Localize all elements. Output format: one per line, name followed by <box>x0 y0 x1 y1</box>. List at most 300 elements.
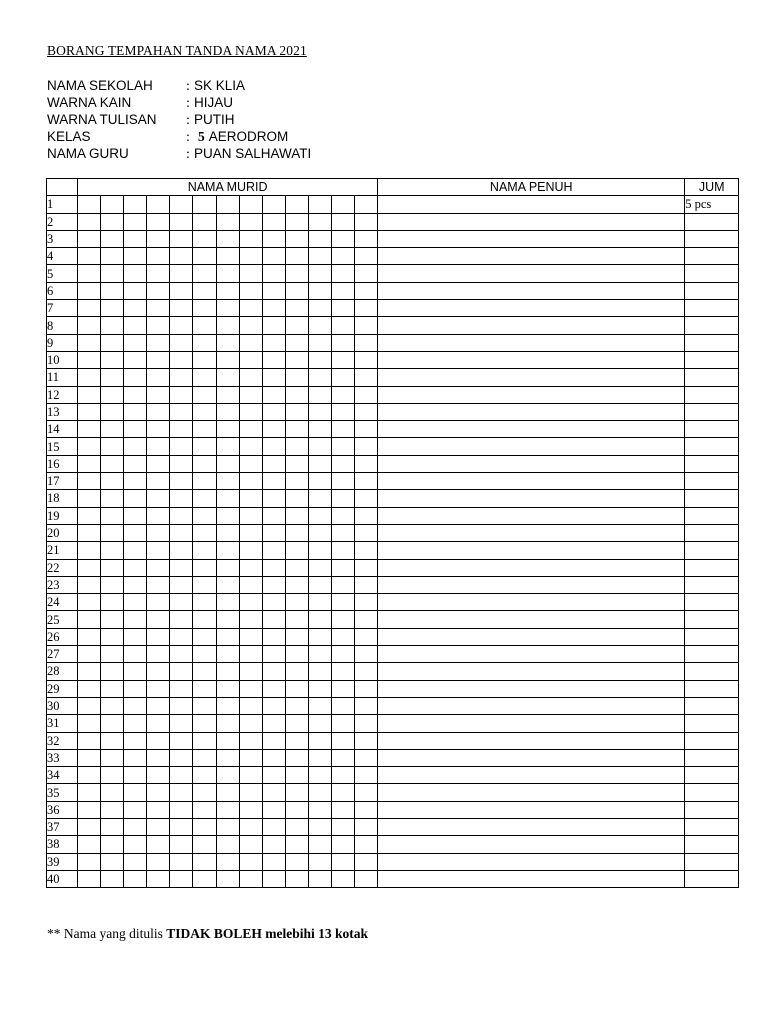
letter-box[interactable] <box>78 697 101 714</box>
letter-box[interactable] <box>355 576 378 593</box>
letter-box[interactable] <box>78 265 101 282</box>
letter-box[interactable] <box>170 715 193 732</box>
letter-box[interactable] <box>262 594 285 611</box>
letter-box[interactable] <box>124 421 147 438</box>
letter-box[interactable] <box>285 230 308 247</box>
letter-box[interactable] <box>147 282 170 299</box>
letter-box[interactable] <box>332 507 355 524</box>
letter-box[interactable] <box>332 386 355 403</box>
letter-box[interactable] <box>101 542 124 559</box>
letter-box[interactable] <box>170 438 193 455</box>
letter-box[interactable] <box>147 680 170 697</box>
letter-box[interactable] <box>78 559 101 576</box>
letter-box[interactable] <box>285 715 308 732</box>
letter-box[interactable] <box>285 300 308 317</box>
full-name-cell[interactable] <box>378 351 685 368</box>
letter-box[interactable] <box>101 784 124 801</box>
letter-box[interactable] <box>308 680 331 697</box>
letter-box[interactable] <box>124 784 147 801</box>
letter-box[interactable] <box>101 403 124 420</box>
full-name-cell[interactable] <box>378 732 685 749</box>
letter-box[interactable] <box>332 282 355 299</box>
letter-box[interactable] <box>262 697 285 714</box>
letter-box[interactable] <box>78 196 101 213</box>
letter-box[interactable] <box>239 697 262 714</box>
letter-box[interactable] <box>355 594 378 611</box>
letter-box[interactable] <box>355 473 378 490</box>
letter-box[interactable] <box>170 507 193 524</box>
letter-box[interactable] <box>78 507 101 524</box>
letter-box[interactable] <box>285 594 308 611</box>
letter-box[interactable] <box>193 317 216 334</box>
letter-box[interactable] <box>308 455 331 472</box>
letter-box[interactable] <box>285 507 308 524</box>
quantity-cell[interactable] <box>685 403 739 420</box>
letter-box[interactable] <box>262 386 285 403</box>
letter-box[interactable] <box>262 767 285 784</box>
letter-box[interactable] <box>78 853 101 870</box>
letter-box[interactable] <box>308 715 331 732</box>
letter-box[interactable] <box>216 369 239 386</box>
letter-box[interactable] <box>216 351 239 368</box>
letter-box[interactable] <box>124 334 147 351</box>
letter-box[interactable] <box>355 628 378 645</box>
quantity-cell[interactable] <box>685 801 739 818</box>
letter-box[interactable] <box>124 265 147 282</box>
full-name-cell[interactable] <box>378 576 685 593</box>
letter-box[interactable] <box>193 749 216 766</box>
letter-box[interactable] <box>78 369 101 386</box>
letter-box[interactable] <box>239 196 262 213</box>
letter-box[interactable] <box>239 680 262 697</box>
letter-box[interactable] <box>124 663 147 680</box>
letter-box[interactable] <box>262 334 285 351</box>
letter-box[interactable] <box>308 663 331 680</box>
full-name-cell[interactable] <box>378 438 685 455</box>
quantity-cell[interactable] <box>685 300 739 317</box>
letter-box[interactable] <box>332 715 355 732</box>
letter-box[interactable] <box>216 697 239 714</box>
letter-box[interactable] <box>124 853 147 870</box>
letter-box[interactable] <box>239 334 262 351</box>
letter-box[interactable] <box>262 680 285 697</box>
letter-box[interactable] <box>355 663 378 680</box>
letter-box[interactable] <box>101 853 124 870</box>
letter-box[interactable] <box>78 386 101 403</box>
letter-box[interactable] <box>216 594 239 611</box>
letter-box[interactable] <box>124 403 147 420</box>
full-name-cell[interactable] <box>378 697 685 714</box>
letter-box[interactable] <box>101 870 124 887</box>
letter-box[interactable] <box>308 265 331 282</box>
letter-box[interactable] <box>101 282 124 299</box>
letter-box[interactable] <box>78 715 101 732</box>
letter-box[interactable] <box>355 715 378 732</box>
letter-box[interactable] <box>308 611 331 628</box>
letter-box[interactable] <box>308 524 331 541</box>
letter-box[interactable] <box>101 351 124 368</box>
letter-box[interactable] <box>285 576 308 593</box>
letter-box[interactable] <box>147 715 170 732</box>
full-name-cell[interactable] <box>378 646 685 663</box>
letter-box[interactable] <box>124 559 147 576</box>
letter-box[interactable] <box>239 248 262 265</box>
letter-box[interactable] <box>124 490 147 507</box>
letter-box[interactable] <box>124 386 147 403</box>
letter-box[interactable] <box>239 767 262 784</box>
letter-box[interactable] <box>239 300 262 317</box>
letter-box[interactable] <box>193 715 216 732</box>
letter-box[interactable] <box>285 663 308 680</box>
letter-box[interactable] <box>262 230 285 247</box>
letter-box[interactable] <box>78 351 101 368</box>
letter-box[interactable] <box>262 715 285 732</box>
letter-box[interactable] <box>285 749 308 766</box>
letter-box[interactable] <box>78 749 101 766</box>
letter-box[interactable] <box>332 438 355 455</box>
letter-box[interactable] <box>262 836 285 853</box>
letter-box[interactable] <box>170 749 193 766</box>
quantity-cell[interactable] <box>685 732 739 749</box>
letter-box[interactable] <box>101 334 124 351</box>
letter-box[interactable] <box>216 438 239 455</box>
letter-box[interactable] <box>124 300 147 317</box>
letter-box[interactable] <box>216 403 239 420</box>
letter-box[interactable] <box>308 646 331 663</box>
letter-box[interactable] <box>170 853 193 870</box>
letter-box[interactable] <box>262 300 285 317</box>
letter-box[interactable] <box>216 576 239 593</box>
letter-box[interactable] <box>332 248 355 265</box>
letter-box[interactable] <box>262 403 285 420</box>
letter-box[interactable] <box>193 836 216 853</box>
letter-box[interactable] <box>147 369 170 386</box>
quantity-cell[interactable] <box>685 351 739 368</box>
letter-box[interactable] <box>101 801 124 818</box>
letter-box[interactable] <box>170 490 193 507</box>
letter-box[interactable] <box>170 351 193 368</box>
letter-box[interactable] <box>308 421 331 438</box>
letter-box[interactable] <box>285 853 308 870</box>
letter-box[interactable] <box>239 282 262 299</box>
letter-box[interactable] <box>170 334 193 351</box>
letter-box[interactable] <box>124 732 147 749</box>
letter-box[interactable] <box>101 697 124 714</box>
letter-box[interactable] <box>101 594 124 611</box>
letter-box[interactable] <box>193 801 216 818</box>
letter-box[interactable] <box>285 282 308 299</box>
letter-box[interactable] <box>101 213 124 230</box>
letter-box[interactable] <box>355 265 378 282</box>
letter-box[interactable] <box>78 334 101 351</box>
letter-box[interactable] <box>147 265 170 282</box>
letter-box[interactable] <box>147 732 170 749</box>
letter-box[interactable] <box>193 611 216 628</box>
letter-box[interactable] <box>355 801 378 818</box>
letter-box[interactable] <box>193 403 216 420</box>
letter-box[interactable] <box>101 300 124 317</box>
letter-box[interactable] <box>262 421 285 438</box>
letter-box[interactable] <box>216 784 239 801</box>
letter-box[interactable] <box>78 317 101 334</box>
letter-box[interactable] <box>216 611 239 628</box>
letter-box[interactable] <box>308 836 331 853</box>
letter-box[interactable] <box>308 542 331 559</box>
letter-box[interactable] <box>332 369 355 386</box>
letter-box[interactable] <box>332 680 355 697</box>
letter-box[interactable] <box>262 784 285 801</box>
letter-box[interactable] <box>262 559 285 576</box>
quantity-cell[interactable] <box>685 870 739 887</box>
full-name-cell[interactable] <box>378 767 685 784</box>
letter-box[interactable] <box>332 818 355 835</box>
letter-box[interactable] <box>332 230 355 247</box>
letter-box[interactable] <box>147 784 170 801</box>
letter-box[interactable] <box>124 317 147 334</box>
letter-box[interactable] <box>193 196 216 213</box>
letter-box[interactable] <box>332 576 355 593</box>
letter-box[interactable] <box>193 680 216 697</box>
letter-box[interactable] <box>101 818 124 835</box>
quantity-cell[interactable] <box>685 230 739 247</box>
letter-box[interactable] <box>332 213 355 230</box>
letter-box[interactable] <box>216 473 239 490</box>
letter-box[interactable] <box>170 576 193 593</box>
letter-box[interactable] <box>147 542 170 559</box>
letter-box[interactable] <box>285 196 308 213</box>
letter-box[interactable] <box>262 576 285 593</box>
letter-box[interactable] <box>308 853 331 870</box>
letter-box[interactable] <box>193 265 216 282</box>
letter-box[interactable] <box>170 282 193 299</box>
letter-box[interactable] <box>124 801 147 818</box>
letter-box[interactable] <box>308 490 331 507</box>
letter-box[interactable] <box>332 473 355 490</box>
letter-box[interactable] <box>239 507 262 524</box>
letter-box[interactable] <box>262 646 285 663</box>
letter-box[interactable] <box>78 282 101 299</box>
letter-box[interactable] <box>147 559 170 576</box>
letter-box[interactable] <box>332 697 355 714</box>
letter-box[interactable] <box>170 611 193 628</box>
letter-box[interactable] <box>193 559 216 576</box>
letter-box[interactable] <box>124 369 147 386</box>
letter-box[interactable] <box>355 524 378 541</box>
letter-box[interactable] <box>308 438 331 455</box>
quantity-cell[interactable] <box>685 317 739 334</box>
letter-box[interactable] <box>170 455 193 472</box>
letter-box[interactable] <box>147 576 170 593</box>
letter-box[interactable] <box>332 196 355 213</box>
letter-box[interactable] <box>147 663 170 680</box>
full-name-cell[interactable] <box>378 784 685 801</box>
letter-box[interactable] <box>308 767 331 784</box>
quantity-cell[interactable] <box>685 576 739 593</box>
letter-box[interactable] <box>193 870 216 887</box>
letter-box[interactable] <box>332 594 355 611</box>
letter-box[interactable] <box>147 421 170 438</box>
letter-box[interactable] <box>124 697 147 714</box>
letter-box[interactable] <box>147 836 170 853</box>
letter-box[interactable] <box>355 646 378 663</box>
letter-box[interactable] <box>193 473 216 490</box>
letter-box[interactable] <box>239 715 262 732</box>
letter-box[interactable] <box>216 870 239 887</box>
letter-box[interactable] <box>262 455 285 472</box>
letter-box[interactable] <box>355 749 378 766</box>
letter-box[interactable] <box>78 801 101 818</box>
letter-box[interactable] <box>216 749 239 766</box>
letter-box[interactable] <box>216 628 239 645</box>
letter-box[interactable] <box>285 490 308 507</box>
letter-box[interactable] <box>170 594 193 611</box>
letter-box[interactable] <box>216 732 239 749</box>
letter-box[interactable] <box>239 542 262 559</box>
letter-box[interactable] <box>285 767 308 784</box>
letter-box[interactable] <box>239 524 262 541</box>
letter-box[interactable] <box>124 524 147 541</box>
letter-box[interactable] <box>170 663 193 680</box>
letter-box[interactable] <box>262 282 285 299</box>
letter-box[interactable] <box>193 628 216 645</box>
letter-box[interactable] <box>355 334 378 351</box>
letter-box[interactable] <box>239 611 262 628</box>
letter-box[interactable] <box>262 749 285 766</box>
quantity-cell[interactable] <box>685 334 739 351</box>
letter-box[interactable] <box>193 490 216 507</box>
letter-box[interactable] <box>308 386 331 403</box>
letter-box[interactable] <box>147 697 170 714</box>
letter-box[interactable] <box>285 611 308 628</box>
letter-box[interactable] <box>308 594 331 611</box>
letter-box[interactable] <box>332 490 355 507</box>
letter-box[interactable] <box>216 213 239 230</box>
quantity-cell[interactable] <box>685 473 739 490</box>
letter-box[interactable] <box>355 230 378 247</box>
letter-box[interactable] <box>101 386 124 403</box>
letter-box[interactable] <box>216 455 239 472</box>
full-name-cell[interactable] <box>378 594 685 611</box>
letter-box[interactable] <box>124 715 147 732</box>
letter-box[interactable] <box>193 732 216 749</box>
letter-box[interactable] <box>285 680 308 697</box>
full-name-cell[interactable] <box>378 282 685 299</box>
letter-box[interactable] <box>308 473 331 490</box>
letter-box[interactable] <box>170 473 193 490</box>
letter-box[interactable] <box>193 282 216 299</box>
letter-box[interactable] <box>216 230 239 247</box>
letter-box[interactable] <box>355 213 378 230</box>
letter-box[interactable] <box>216 801 239 818</box>
letter-box[interactable] <box>285 473 308 490</box>
letter-box[interactable] <box>239 732 262 749</box>
letter-box[interactable] <box>355 784 378 801</box>
letter-box[interactable] <box>216 715 239 732</box>
letter-box[interactable] <box>216 507 239 524</box>
letter-box[interactable] <box>285 542 308 559</box>
letter-box[interactable] <box>262 490 285 507</box>
letter-box[interactable] <box>332 628 355 645</box>
letter-box[interactable] <box>216 853 239 870</box>
letter-box[interactable] <box>78 784 101 801</box>
letter-box[interactable] <box>285 818 308 835</box>
letter-box[interactable] <box>308 300 331 317</box>
letter-box[interactable] <box>78 870 101 887</box>
letter-box[interactable] <box>355 853 378 870</box>
letter-box[interactable] <box>355 559 378 576</box>
letter-box[interactable] <box>147 230 170 247</box>
letter-box[interactable] <box>332 749 355 766</box>
letter-box[interactable] <box>170 421 193 438</box>
letter-box[interactable] <box>193 524 216 541</box>
letter-box[interactable] <box>124 196 147 213</box>
letter-box[interactable] <box>170 524 193 541</box>
letter-box[interactable] <box>147 300 170 317</box>
quantity-cell[interactable] <box>685 663 739 680</box>
letter-box[interactable] <box>193 853 216 870</box>
full-name-cell[interactable] <box>378 473 685 490</box>
full-name-cell[interactable] <box>378 317 685 334</box>
letter-box[interactable] <box>285 421 308 438</box>
letter-box[interactable] <box>332 870 355 887</box>
letter-box[interactable] <box>239 870 262 887</box>
letter-box[interactable] <box>193 663 216 680</box>
letter-box[interactable] <box>147 870 170 887</box>
letter-box[interactable] <box>216 490 239 507</box>
letter-box[interactable] <box>308 334 331 351</box>
letter-box[interactable] <box>262 818 285 835</box>
letter-box[interactable] <box>78 542 101 559</box>
letter-box[interactable] <box>170 196 193 213</box>
letter-box[interactable] <box>170 836 193 853</box>
letter-box[interactable] <box>262 524 285 541</box>
letter-box[interactable] <box>239 663 262 680</box>
letter-box[interactable] <box>101 576 124 593</box>
letter-box[interactable] <box>101 248 124 265</box>
letter-box[interactable] <box>355 818 378 835</box>
letter-box[interactable] <box>285 628 308 645</box>
letter-box[interactable] <box>332 300 355 317</box>
letter-box[interactable] <box>239 438 262 455</box>
letter-box[interactable] <box>124 438 147 455</box>
letter-box[interactable] <box>239 818 262 835</box>
letter-box[interactable] <box>308 351 331 368</box>
letter-box[interactable] <box>124 870 147 887</box>
letter-box[interactable] <box>78 576 101 593</box>
letter-box[interactable] <box>285 524 308 541</box>
letter-box[interactable] <box>147 611 170 628</box>
letter-box[interactable] <box>147 403 170 420</box>
letter-box[interactable] <box>216 317 239 334</box>
letter-box[interactable] <box>262 611 285 628</box>
letter-box[interactable] <box>78 213 101 230</box>
letter-box[interactable] <box>308 697 331 714</box>
letter-box[interactable] <box>355 836 378 853</box>
quantity-cell[interactable] <box>685 594 739 611</box>
letter-box[interactable] <box>101 473 124 490</box>
full-name-cell[interactable] <box>378 196 685 213</box>
letter-box[interactable] <box>355 680 378 697</box>
letter-box[interactable] <box>216 334 239 351</box>
letter-box[interactable] <box>101 490 124 507</box>
letter-box[interactable] <box>308 559 331 576</box>
letter-box[interactable] <box>355 455 378 472</box>
letter-box[interactable] <box>285 213 308 230</box>
letter-box[interactable] <box>170 265 193 282</box>
letter-box[interactable] <box>216 767 239 784</box>
letter-box[interactable] <box>170 403 193 420</box>
letter-box[interactable] <box>170 317 193 334</box>
